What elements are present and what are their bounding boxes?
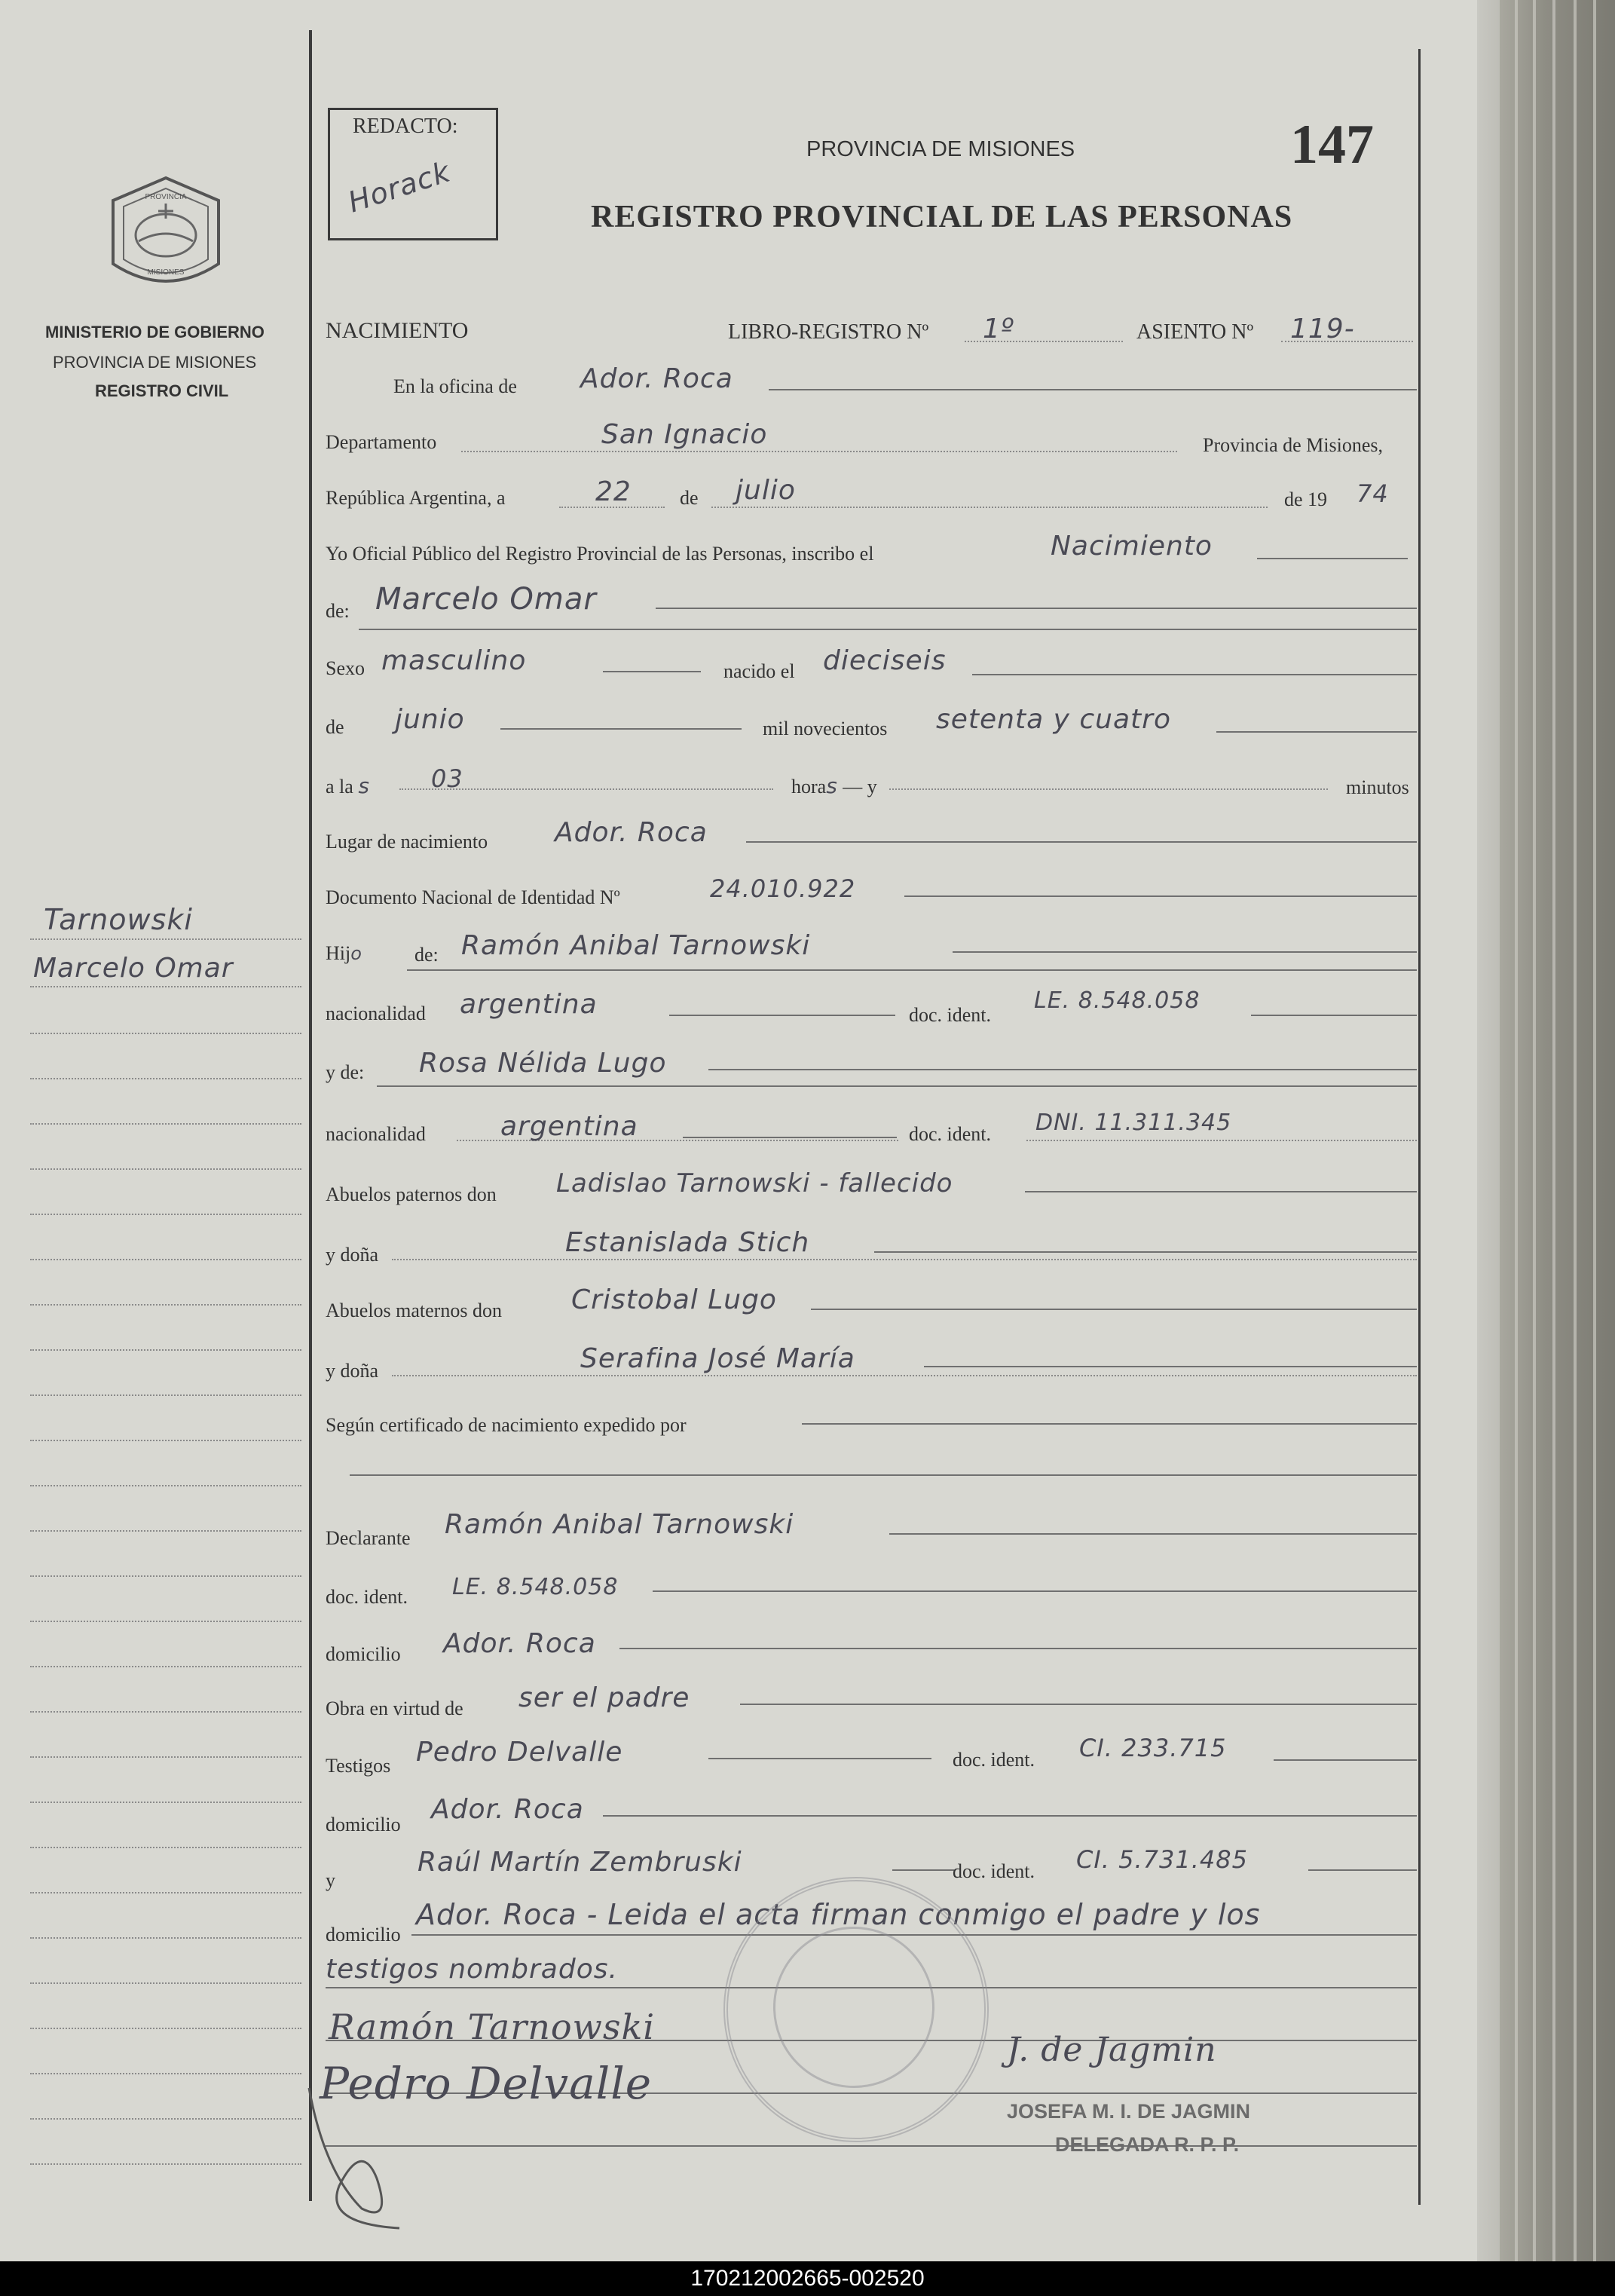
nombre-value: Marcelo Omar xyxy=(375,582,597,617)
testigos-label: Testigos xyxy=(326,1755,391,1777)
domicilio-testigo2-label: domicilio xyxy=(326,1924,401,1945)
doc-padre-value: LE. 8.548.058 xyxy=(1034,987,1201,1014)
ministry-line2: PROVINCIA DE MISIONES xyxy=(53,353,257,372)
abuelo-mat-value: Cristobal Lugo xyxy=(571,1284,777,1315)
doc-testigo2-value: CI. 5.731.485 xyxy=(1076,1845,1248,1874)
asiento-label: ASIENTO Nº xyxy=(1136,320,1254,344)
abuelo-pat-value: Ladislao Tarnowski - fallecido xyxy=(556,1168,953,1199)
documento-label: Documento Nacional de Identidad Nº xyxy=(326,886,620,908)
declarante-label: Declarante xyxy=(326,1527,411,1549)
testigo1-value: Pedro Delvalle xyxy=(416,1737,623,1768)
libro-value: 1º xyxy=(983,314,1014,344)
left-frame-line xyxy=(309,30,312,2201)
official-name: JOSEFA M. I. DE JAGMIN xyxy=(1007,2100,1251,2123)
abuela-mat-label: y doña xyxy=(326,1360,379,1382)
declarante-value: Ramón Anibal Tarnowski xyxy=(445,1509,794,1540)
de-label: de xyxy=(680,487,699,509)
redacto-value: Horack xyxy=(344,155,455,219)
official-title: DELEGADA R. P. P. xyxy=(1055,2133,1240,2156)
mil-label: mil novecientos xyxy=(763,718,888,739)
nacido-label: nacido el xyxy=(723,660,795,682)
alas-label: a la s xyxy=(326,773,370,798)
signature-official: J. de Jagmin xyxy=(1007,2031,1217,2069)
horas-label: horas — y xyxy=(791,773,877,798)
year-value: 74 xyxy=(1357,479,1389,508)
sexo-label: Sexo xyxy=(326,657,365,679)
year-label: de 19 xyxy=(1284,488,1328,510)
domicilio-testigo1-value: Ador. Roca xyxy=(431,1794,584,1825)
departamento-label: Departamento xyxy=(326,431,437,453)
doc-padre-label: doc. ident. xyxy=(909,1004,992,1026)
obra-label: Obra en virtud de xyxy=(326,1698,463,1719)
nac-padre-value: argentina xyxy=(460,989,598,1020)
hijo-label: Hijo xyxy=(326,942,362,964)
signature-testigo: Pedro Delvalle xyxy=(320,2058,653,2109)
doc-madre-value: DNI. 11.311.345 xyxy=(1035,1110,1232,1136)
nac-madre-label: nacionalidad xyxy=(326,1123,426,1145)
abuela-mat-value: Serafina José María xyxy=(580,1343,855,1374)
doc-madre-label: doc. ident. xyxy=(909,1123,992,1145)
doc-declarante-value: LE. 8.548.058 xyxy=(452,1574,619,1600)
abuelos-mat-label: Abuelos maternos don xyxy=(326,1300,502,1321)
signature-flourish xyxy=(294,2080,430,2231)
provincia-suffix: Provincia de Misiones, xyxy=(1203,434,1384,456)
margin-names: Marcelo Omar xyxy=(33,953,234,984)
registry-title: REGISTRO PROVINCIAL DE LAS PERSONAS xyxy=(591,200,1293,234)
padre-value: Ramón Anibal Tarnowski xyxy=(461,930,811,961)
oficina-value: Ador. Roca xyxy=(580,363,733,394)
oficina-label: En la oficina de xyxy=(393,375,517,397)
sexo-value: masculino xyxy=(381,645,527,676)
inscripcion-type: Nacimiento xyxy=(1051,531,1213,562)
hijo-de-label: de: xyxy=(414,944,439,966)
closing-text: testigos nombrados. xyxy=(326,1954,618,1985)
province-title: PROVINCIA DE MISIONES xyxy=(806,137,1075,161)
mes-nac-label: de xyxy=(326,716,344,738)
image-id-footer: 170212002665-002520 xyxy=(0,2261,1615,2296)
redacto-box xyxy=(328,108,498,240)
domicilio-declarante-label: domicilio xyxy=(326,1643,401,1665)
crest-bottom-text: MISIONES xyxy=(147,268,185,277)
abuelos-pat-label: Abuelos paternos don xyxy=(326,1183,497,1205)
official-stamp xyxy=(723,1877,989,2142)
day-value: 22 xyxy=(595,476,632,507)
doc-testigo1-label: doc. ident. xyxy=(953,1749,1035,1771)
yo-oficial-label: Yo Oficial Público del Registro Provincial de las Personas, inscribo el xyxy=(326,543,874,565)
right-frame-line xyxy=(1418,49,1421,2205)
testigo2-y-label: y xyxy=(326,1869,335,1891)
ministry-line3: REGISTRO CIVIL xyxy=(95,381,229,400)
asiento-value: 119- xyxy=(1290,314,1355,344)
lugar-label: Lugar de nacimiento xyxy=(326,831,488,853)
doc-declarante-label: doc. ident. xyxy=(326,1586,408,1608)
domicilio-testigo1-label: domicilio xyxy=(326,1814,401,1835)
testigo2-value: Raúl Martín Zembruski xyxy=(418,1847,742,1878)
redacto-label: REDACTO: xyxy=(353,115,458,138)
republica-label: República Argentina, a xyxy=(326,487,506,509)
departamento-value: San Ignacio xyxy=(601,419,768,450)
provincial-crest-icon xyxy=(106,173,226,302)
margin-surname: Tarnowski xyxy=(44,903,193,936)
doc-testigo1-value: CI. 233.715 xyxy=(1079,1734,1227,1762)
domicilio-declarante-value: Ador. Roca xyxy=(443,1628,596,1659)
obra-value: ser el padre xyxy=(518,1682,690,1713)
record-type-label: NACIMIENTO xyxy=(326,318,469,343)
nac-padre-label: nacionalidad xyxy=(326,1003,426,1024)
signature-padre: Ramón Tarnowski xyxy=(329,2007,656,2047)
hora-value: 03 xyxy=(431,764,463,793)
mil-value: setenta y cuatro xyxy=(936,704,1171,735)
lugar-value: Ador. Roca xyxy=(555,817,708,848)
book-page-edges xyxy=(1500,0,1615,2261)
page-number: 147 xyxy=(1290,114,1374,176)
documento-value: 24.010.922 xyxy=(710,874,856,903)
abuela-pat-value: Estanislada Stich xyxy=(565,1227,810,1258)
nacido-value: dieciseis xyxy=(823,645,947,676)
madre-value: Rosa Nélida Lugo xyxy=(419,1048,667,1079)
domicilio-testigo2-value: Ador. Roca - Leida el acta firman conmigo el padre y los xyxy=(416,1898,1261,1931)
nombre-label: de: xyxy=(326,600,350,622)
libro-label: LIBRO-REGISTRO Nº xyxy=(728,320,929,344)
doc-testigo2-label: doc. ident. xyxy=(953,1860,1035,1882)
crest-top-text: PROVINCIA xyxy=(145,193,187,201)
ministry-line1: MINISTERIO DE GOBIERNO xyxy=(45,323,265,341)
month-value: julio xyxy=(736,475,796,506)
madre-label: y de: xyxy=(326,1061,365,1083)
minutos-label: minutos xyxy=(1346,776,1409,798)
nac-madre-value: argentina xyxy=(500,1111,638,1142)
abuela-pat-label: y doña xyxy=(326,1244,379,1266)
segun-label: Según certificado de nacimiento expedido por xyxy=(326,1414,687,1436)
mes-nac-value: junio xyxy=(395,704,465,735)
